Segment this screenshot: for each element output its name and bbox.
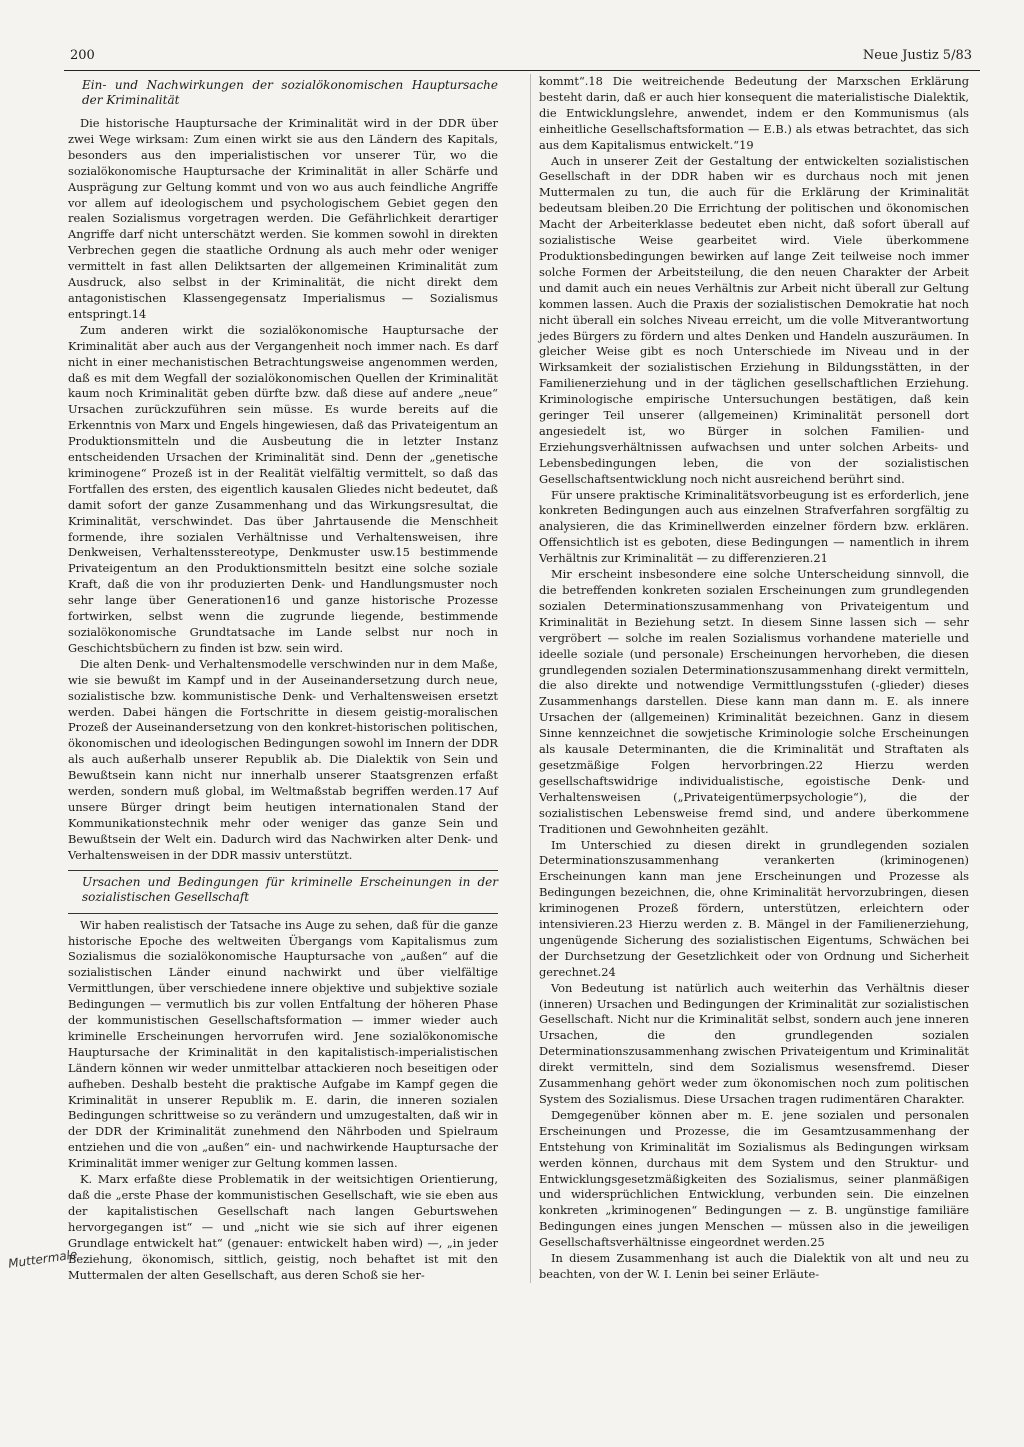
page-header [64, 46, 980, 71]
paragraph: Von Bedeutung ist natürlich auch weiterhin das Verhältnis dieser (inneren) Ursachen und Bedingungen der Kriminalität zur sozialistischen Gesellschaft. Nicht nur die Kriminalität selbst, sondern auch jene inneren Ursachen, die den grundlegenden sozialen Determinationszusammenhang zwischen Privateigentum und Kriminalität direkt vermitteln, sind dem Sozialismus wesensfremd. Dieser Zusammenhang gehört weder zum ökonomischen noch zum politischen System des Sozialismus. Diese Ursachen tragen rudimentären Charakter. [539, 980, 969, 1106]
paragraph: kommt“.18 Die weitreichende Bedeutung der Marxschen Erklärung besteht darin, daß er auch hier konsequent die materialistische Dialektik, die Entwicklungslehre, anwendet, indem er den Kommunismus (als einheitliche Gesellschaftsformation — E.B.) als etwas betrachtet, das sich aus dem Kapitalismus entwickelt.“19 [539, 74, 969, 152]
paragraph: Wir haben realistisch der Tatsache ins Auge zu sehen, daß für die ganze historische Epoche des weltweiten Übergangs vom Kapitalismus zum Sozialismus die sozialökonomische Hauptursache von „außen“ auf die sozialistischen Länder einund nachwirkt und über vielfältige Vermittlungen, über verschiedene innere objektive und subjektive soziale Bedingungen — vermutlich bis zur vollen Entfaltung der höheren Phase der kommunistischen Gesellschaftsformation — immer wieder auch kriminelle Erscheinungen hervorrufen wird. Jene sozialökonomische Hauptursache der Kriminalität in den kapitalistisch-imperialistischen Ländern können wir weder unmittelbar attackieren noch beseitigen oder aufheben. Deshalb besteht die praktische Aufgabe im Kampf gegen die Kriminalität in unserer Republik m. E. darin, die inneren sozialen Bedingungen schrittweise so zu verändern und umzugestalten, daß wir in der DDR der Kriminalität zunehmend den Nährboden und Spielraum entziehen und die von „außen“ ein- und nachwirkende Hauptursache der Kriminalität immer weniger zur Geltung kommen lassen. [68, 917, 498, 1171]
paragraph: Die alten Denk- und Verhaltensmodelle verschwinden nur in dem Maße, wie sie bewußt im Kampf und in der Auseinandersetzung durch neue, sozialistische bzw. kommunistische Denk- und Verhaltensweisen ersetzt werden. Dabei hängen die Fortschritte in diesem geistig-moralischen Prozeß der Auseinandersetzung von den konkret-historischen politischen, ökonomischen und ideologischen Bedingungen sowohl im Innern der DDR als auch außerhalb unserer Republik ab. Die Dialektik von Sein und Bewußtsein kann nicht nur innerhalb unserer Staatsgrenzen erfaßt werden, sondern muß global, im Weltmaßstab begriffen werden.17 Auf unsere Bürger dringt beim heutigen internationalen Stand der Kommunikationstechnik mehr oder weniger das ganze Sein und Bewußtsein der Welt ein. Dadurch wird das Nachwirken alter Denk- und Verhaltensweisen in der DDR massiv unterstützt. [68, 656, 498, 862]
section-divider [68, 913, 498, 914]
section-heading-1: Ein- und Nachwirkungen der sozialökonomischen Hauptursache der Kriminalität [82, 78, 498, 107]
paragraph: Zum anderen wirkt die sozialökonomische Hauptursache der Kriminalität aber auch aus der Vergangenheit noch immer nach. Es darf nicht in einer mechanistischen Betrachtungsweise angenommen werden, daß es mit dem Wegfall der sozialökonomischen Quellen der Kriminalität kaum noch Kriminalität geben dürfte bzw. daß diese auf andere „neue“ Ursachen zurückzuführen sein müsse. Es wurde bereits auf die Erkenntnis von Marx und Engels hingewiesen, daß das Privateigentum an Produktionsmitteln und die Ausbeutung die in letzter Instanz entscheidenden Ursachen der Kriminalität sind. Denn der „genetische kriminogene“ Prozeß ist in der Realität vielfältig vermittelt, so daß das Fortfallen des ersten, des eigentlich kausalen Gliedes nicht bedeutet, daß damit sofort der ganze Zusammenhang und das Wirkungsresultat, die Kriminalität, verschwindet. Das über Jahrtausende die Menschheit formende, ihre sozialen Verhältnisse und Verhaltensweisen, ihre Denkweisen, Verhaltensstereotype, Denkmuster usw.15 bestimmende Privateigentum an den Produktionsmitteln besitzt eine solche soziale Kraft, daß die von ihr produzierten Denk- und Handlungsmuster noch sehr lange über Generationen16 und ganze historische Prozesse fortwirken, selbst wenn die zugrunde liegende, bestimmende sozialökonomische Grundtatsache im Lande selbst nur noch in Geschichtsbüchern zu finden ist bzw. sein wird. [68, 322, 498, 655]
paragraph: In diesem Zusammenhang ist auch die Dialektik von alt und neu zu beachten, von der W. I. Lenin bei seiner Erläute- [539, 1251, 969, 1281]
paragraph: Auch in unserer Zeit der Gestaltung der entwickelten sozialistischen Gesellschaft in der DDR haben wir es durchaus noch mit jenen Muttermalen zu tun, die auch für die Erklärung der Kriminalität bedeutsam bleiben.20 Die Errichtung der politischen und ökonomischen Macht der Arbeiterklasse bedeutet eben nicht, daß sofort überall auf sozialistische Weise gearbeitet wird. Viele überkommene Produktionsbedingungen bewirken auf lange Zeit teilweise noch immer solche Formen der Arbeitsteilung, die den neuen Charakter der Arbeit und damit auch ein neues Verhältnis zur Arbeit nicht überall zur Geltung kommen lassen. Auch die Praxis der sozialistischen Demokratie hat noch nicht überall ein solches Niveau erreicht, um die volle Mitverantwortung jedes Bürgers zu fördern und altes Denken und Handeln auszuräumen. In gleicher Weise gibt es noch Unterschiede im Niveau und in der Wirksamkeit der sozialistischen Erziehung in Bildungsstätten, in der Familienerziehung und in der täglichen gesellschaftlichen Erziehung. Kriminologische empirische Untersuchungen bestätigen, daß kein geringer Teil unserer (allgemeinen) Kriminalität personell dort angesiedelt ist, wo Bürger in solchen Familien- und Erziehungsverhältnissen aufwachsen und unter solchen Arbeits- und Lebensbedingungen leben, die von der sozialistischen Gesellschaftsentwicklung noch nicht ausreichend berührt sind. [539, 153, 969, 486]
handwritten-margin-note: Muttermale [7, 1247, 79, 1271]
paragraph: Demgegenüber können aber m. E. jene sozialen und personalen Erscheinungen und Prozesse, die im Gesamtzusammenhang der Entstehung von Kriminalität im Sozialismus als Bedingungen wirksam werden können, durchaus mit dem System und den Struktur- und Entwicklungsgesetzmäßigkeiten des Sozialismus, seiner planmäßigen und widersprüchlichen Entwicklung, verbunden sein. Die einzelnen konkreten „kriminogenen“ Bedingungen — z. B. ungünstige familiäre Bedingungen eines jungen Menschen — müssen also in die jeweiligen Gesellschaftsverhältnisse eingeordnet werden.25 [539, 1107, 969, 1250]
paragraph: Für unsere praktische Kriminalitätsvorbeugung ist es erforderlich, jene konkreten Bedingungen auch aus einzelnen Strafverfahren sorgfältig zu analysieren, die das Kriminellwerden einzelner fördern bzw. erklären. Offensichtlich ist es geboten, diese Bedingungen — namentlich in ihrem Verhältnis zur Kriminalität — zu differenzieren.21 [539, 487, 969, 566]
section-divider [68, 870, 498, 871]
paragraph: Die historische Hauptursache der Kriminalität wird in der DDR über zwei Wege wirksam: Zum einen wirkt sie aus den Ländern des Kapitals, besonders aus den imperialistischen vor unserer Tür, wo die sozialökonomische Hauptursache der Kriminalität in aller Schärfe und Ausprägung zur Geltung kommt und von wo aus auch feindliche Angriffe vor allem auf ideologischem und psychologischem Gebiet gegen den realen Sozialismus vorgetragen werden. Die Gefährlichkeit derartiger Angriffe darf nicht unterschätzt werden. Sie kommen sowohl in direkten Verbrechen gegen die staatliche Ordnung als auch mehr oder weniger vermittelt in fast allen Deliktsarten der allgemeinen Kriminalität zum Ausdruck, also selbst in der Kriminalität, die nicht direkt dem antagonistischen Klassengegensatz Imperialismus — Sozialismus entspringt.14 [68, 116, 498, 321]
section-heading-2: Ursachen und Bedingungen für kriminelle Erscheinungen in der sozialistischen Gesellschaft [82, 874, 498, 904]
left-column [68, 74, 498, 1283]
paragraph: Mir erscheint insbesondere eine solche Unterscheidung sinnvoll, die die betreffenden konkreten sozialen Erscheinungen zum grundlegenden sozialen Determinationszusammenhang von Privateigentum und Kriminalität in Beziehung setzt. In diesem Sinne lassen sich — sehr vergröbert — solche im realen Sozialismus vorhandene materielle und ideelle soziale (und personale) Erscheinungen hervorheben, die diesen grundlegenden sozialen Determinationszusammenhang direkt vermitteln, die also direkte und notwendige Vermittlungsstufen (-glieder) dieses Zusammenhangs darstellen. Diese kann man dann m. E. als innere Ursachen der (allgemeinen) Kriminalität bezeichnen. Ganz in diesem Sinne kennzeichnet die sowjetische Kriminologie solche Erscheinungen als kausale Determinanten, die die Kriminalität und Straftaten als gesetzmäßige Folgen hervorbringen.22 Hierzu werden gesellschaftswidrige individualistische, egoistische Denk- und Verhaltensweisen („Privateigentümerpsychologie“), die der sozialistischen Lebensweise fremd sind, und andere überkommene Traditionen und Gewohnheiten gezählt. [539, 567, 969, 836]
paragraph: Im Unterschied zu diesen direkt in grundlegenden sozialen Determinationszusammenhang verankerten (kriminogenen) Erscheinungen kann man jene Erscheinungen und Prozesse als Bedingungen bezeichnen, die, ohne Kriminalität hervorzubringen, diesen kriminogenen Prozeß fördern, unterstützen, erleichtern oder intensivieren.23 Hierzu werden z. B. Mängel in der Familienerziehung, ungenügende Sicherung des sozialistischen Eigentums, Schwächen bei der Durchsetzung der Gesetzlichkeit oder von Ordnung und Sicherheit gerechnet.24 [539, 837, 969, 979]
journal-issue: Neue Justiz 5/83 [862, 48, 972, 63]
right-column [530, 74, 969, 1283]
page-number: 200 [70, 48, 95, 63]
paragraph: K. Marx erfaßte diese Problematik in der weitsichtigen Orientierung, daß die „erste Phase der kommunistischen Gesellschaft, wie sie eben aus der kapitalistischen Gesellschaft nach langen Geburtswehen hervorgegangen ist“ — und „nicht wie sie sich auf ihrer eigenen Grundlage entwickelt hat“ (genauer: entwickelt haben wird) —, „in jeder Beziehung, ökonomisch, sittlich, geistig, noch behaftet ist mit den Muttermalen der alten Gesellschaft, aus deren Schoß sie her- [68, 1172, 498, 1282]
